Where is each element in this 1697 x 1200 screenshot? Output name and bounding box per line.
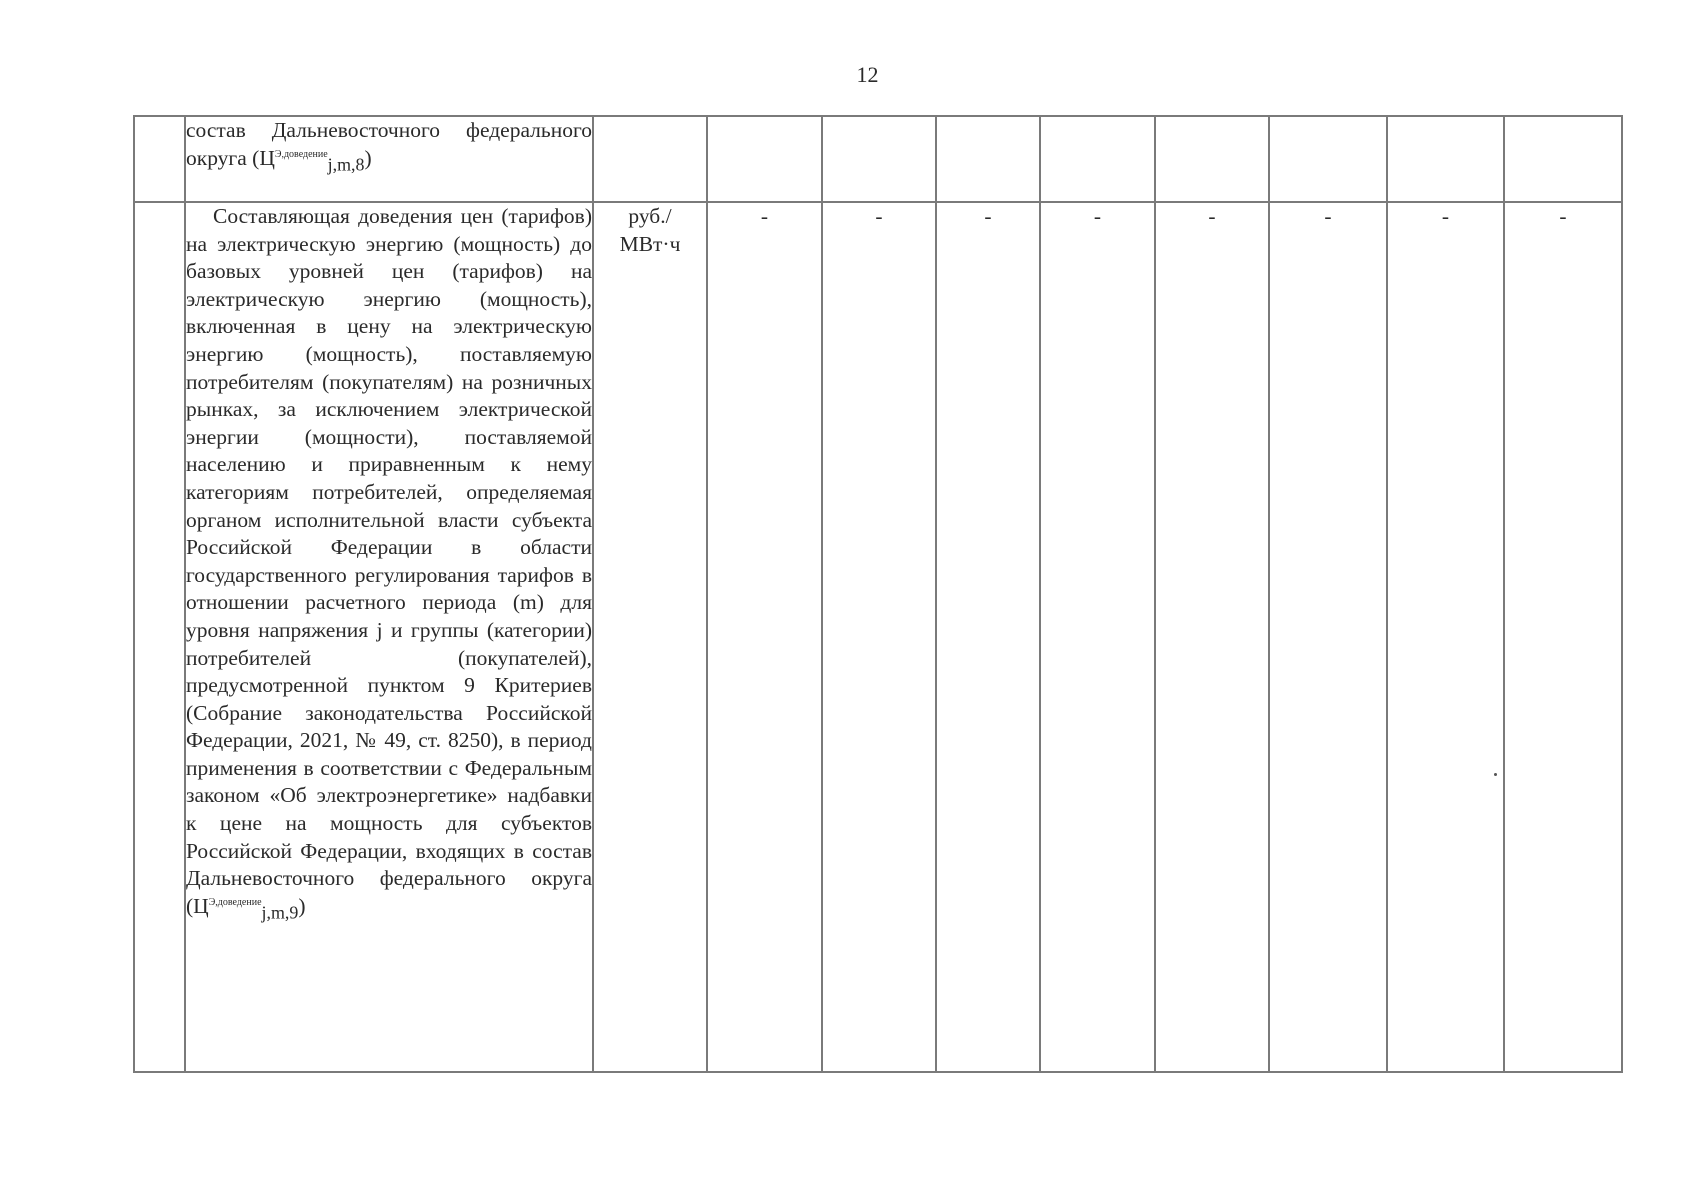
value-cell: - [1155, 202, 1269, 1072]
value-cell: - [822, 202, 936, 1072]
value-cell: - [1504, 202, 1622, 1072]
value-cell [1040, 116, 1155, 202]
formula-symbol: $(Ц^{Э,доведение}_{j,m,9})$ [186, 893, 306, 923]
value-cell: - [1269, 202, 1387, 1072]
value-cell [707, 116, 822, 202]
value-cell [1387, 116, 1504, 202]
value-cell [822, 116, 936, 202]
scan-speck [1494, 773, 1497, 776]
unit-cell [593, 202, 707, 1072]
unit-cell [593, 116, 707, 202]
data-table [133, 115, 1623, 1073]
value-cell [1155, 116, 1269, 202]
page-number: 12 [856, 62, 879, 87]
description-cell [185, 202, 593, 1072]
value-cell: - [936, 202, 1040, 1072]
index-cell [134, 116, 185, 202]
table-row [134, 116, 1622, 202]
unit-line: руб./ [628, 204, 672, 228]
formula-symbol: $(Ц^{Э,доведение}_{j,m,8})$ [252, 145, 372, 174]
value-cell [936, 116, 1040, 202]
row-description: Составляющая доведения цен (тарифов) на электрическую энергию (мощность) до базовых уровней цен (тарифов) на электрическую энергию (мощность), включенная в цену на электрическую энергию (мощность), поставляемую потребителям (покупателям) на розничных рынках, за исключением электрической энергии (мощности), поставляемой населению и приравненным к нему категориям потребителей, определяемая органом исполнительной власти субъекта Российской Федерации в области государственного регулирования тарифов в отношении расчетного периода (m) для уровня напряжения j и группы (категории) потребителей (покупателей), предусмотренной пунктом 9 Критериев (Собрание законодательства Российской Федерации, 2021, № 49, ст. 8250), в период применения в соответствии с Федеральным законом «Об электроэнергетике» надбавки к цене на мощность для субъектов Российской Федерации, входящих в состав Дальневосточного федерального округа $(Ц^{Э,доведение}_{j,m,9})$ [186, 204, 592, 923]
unit-line: МВт·ч [619, 231, 681, 256]
table-row [134, 202, 1622, 1072]
value-cell: - [707, 202, 822, 1072]
value-cell [1269, 116, 1387, 202]
row-description: состав Дальневосточного федерального округа [186, 118, 592, 170]
index-cell [134, 202, 185, 1072]
value-cell [1504, 116, 1622, 202]
value-cell: - [1387, 202, 1504, 1072]
description-cell [185, 116, 593, 202]
value-cell: - [1040, 202, 1155, 1072]
